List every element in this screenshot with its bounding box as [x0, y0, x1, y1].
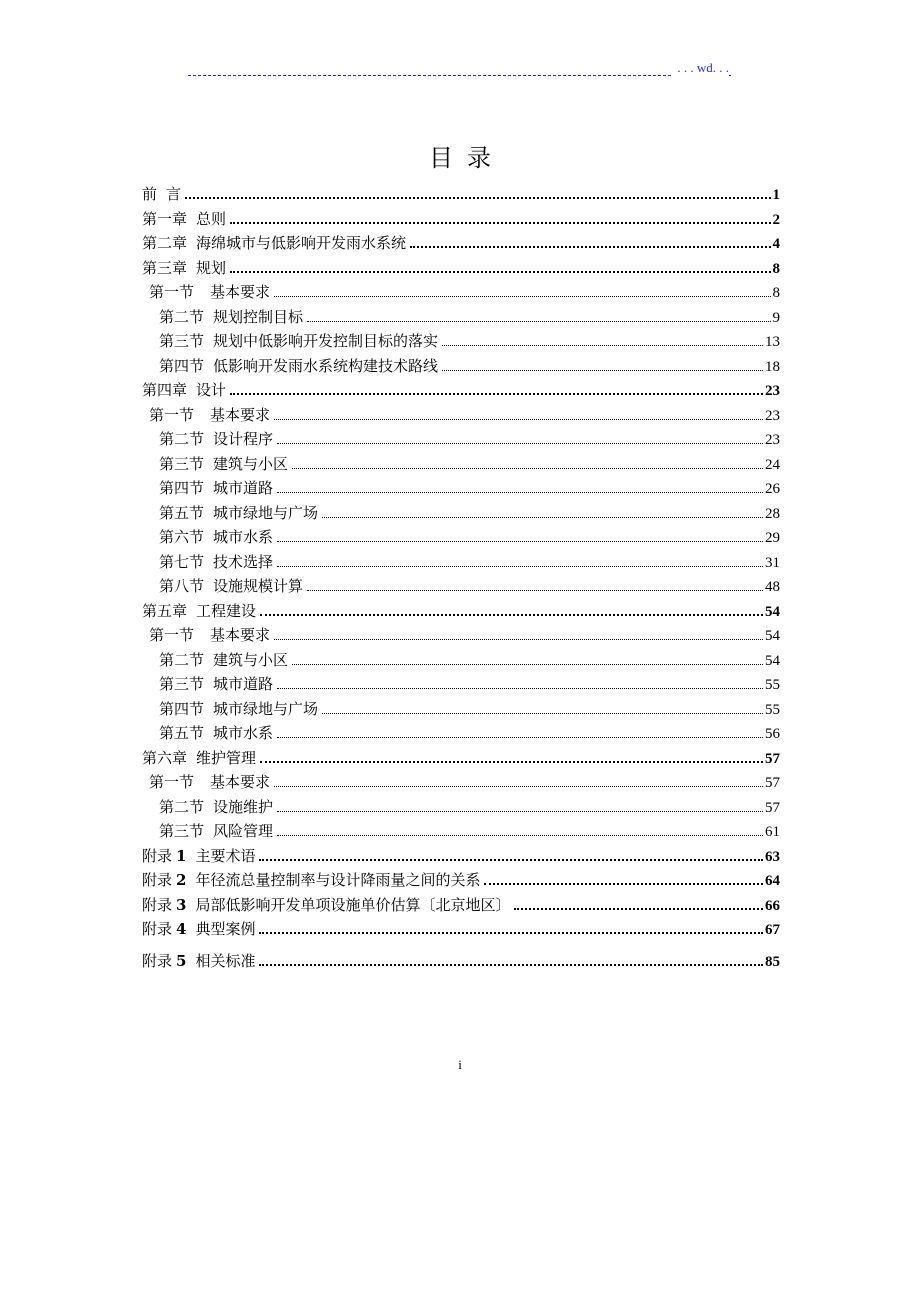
toc-entry[interactable]	[142, 893, 780, 918]
toc-entry-title: 城市道路	[213, 479, 274, 497]
toc-leader-dots	[277, 532, 763, 542]
toc-entry-prefix: 第四节	[159, 699, 205, 718]
toc-entry[interactable]	[142, 305, 780, 330]
toc-entry-page: 54	[765, 603, 780, 620]
toc-entry-page: 8	[772, 260, 780, 277]
toc-leader-dots	[230, 214, 770, 224]
toc-entry-prefix: 第二节	[159, 430, 205, 448]
toc-leader-dots	[277, 434, 763, 444]
toc-entry-page: 9	[772, 309, 780, 326]
toc-entry-title: 年径流总量控制率与设计降雨量之间的关系	[195, 871, 481, 889]
toc-entry-page: 55	[765, 701, 780, 718]
toc-entry[interactable]	[142, 280, 780, 305]
toc-entry-page: 61	[765, 824, 780, 840]
toc-entry-prefix: 第三节	[159, 454, 205, 473]
toc-entry-title: 相关标准	[195, 951, 256, 970]
toc-entry-page: 57	[765, 775, 780, 791]
toc-entry-label	[149, 770, 270, 795]
toc-entry-page: 4	[772, 236, 780, 252]
toc-entry-label	[142, 599, 256, 624]
toc-entry-label	[142, 746, 256, 771]
toc-entry[interactable]	[142, 329, 780, 354]
toc-entry-prefix: 第一节	[149, 773, 195, 791]
toc-entry-label	[159, 648, 288, 673]
toc-entry-title: 设计程序	[213, 430, 274, 448]
page-number: i	[458, 1057, 462, 1072]
toc-entry-prefix: 第一章	[142, 209, 188, 228]
toc-entry-prefix: 第二节	[159, 650, 205, 669]
toc-entry-prefix: 附录	[142, 846, 173, 865]
toc-entry-prefix: 第八节	[159, 577, 205, 595]
toc-entry[interactable]	[142, 599, 780, 624]
toc-leader-dots	[230, 385, 763, 395]
toc-entry[interactable]	[142, 476, 780, 501]
toc-entry-label	[159, 697, 318, 722]
toc-entry-label	[159, 427, 273, 452]
toc-entry-title: 建筑与小区	[213, 650, 289, 669]
toc-entry-page: 28	[765, 505, 780, 522]
toc-entry-page: 23	[765, 432, 780, 448]
toc-entry-page: 48	[765, 579, 780, 595]
toc-entry-title: 总则	[196, 209, 227, 228]
toc-leader-dots	[442, 336, 763, 346]
toc-entry-title: 城市绿地与广场	[213, 699, 319, 718]
toc-entry-title: 基本要求	[210, 626, 271, 644]
toc-entry[interactable]	[142, 574, 780, 599]
toc-entry-title: 基本要求	[210, 405, 271, 424]
toc-leader-dots	[277, 679, 763, 689]
toc-entry[interactable]	[142, 207, 780, 232]
toc-leader-dots	[274, 410, 763, 420]
toc-leader-dots	[259, 924, 763, 934]
toc-leader-dots	[410, 238, 770, 248]
toc-entry-label	[149, 403, 270, 428]
toc-entry-prefix: 第三章	[142, 258, 188, 277]
toc-entry-prefix: 第四节	[159, 356, 205, 375]
page-header	[188, 60, 731, 80]
toc-leader-dots	[292, 459, 763, 469]
toc-leader-dots	[260, 753, 763, 763]
toc-leader-dots	[274, 777, 763, 787]
toc-entry[interactable]	[142, 746, 780, 771]
toc-leader-dots	[277, 826, 763, 836]
toc-entry-page: 64	[765, 873, 780, 889]
toc-entry-page: 85	[765, 953, 780, 970]
table-of-contents	[142, 182, 780, 973]
toc-entry-page: 54	[765, 652, 780, 669]
toc-entry-prefix: 附录	[142, 871, 173, 889]
toc-entry-number: 1	[176, 846, 187, 865]
toc-entry-page: 57	[765, 799, 780, 816]
toc-entry-label	[142, 231, 406, 256]
toc-entry[interactable]	[142, 819, 780, 844]
toc-entry-title: 城市绿地与广场	[213, 503, 319, 522]
toc-entry[interactable]	[142, 378, 780, 403]
toc-leader-dots	[292, 655, 763, 665]
toc-entry-page: 26	[765, 481, 780, 497]
toc-entry-label	[142, 917, 255, 942]
toc-entry-page: 55	[765, 677, 780, 693]
toc-entry-prefix: 前	[142, 185, 158, 203]
toc-entry-label	[142, 868, 480, 893]
toc-entry-prefix: 第六章	[142, 748, 188, 767]
toc-entry-title: 城市水系	[213, 528, 274, 546]
toc-entry-label	[142, 378, 226, 403]
toc-entry-label	[159, 672, 273, 697]
toc-entry-label	[159, 305, 303, 330]
toc-entry-title: 技术选择	[213, 552, 274, 571]
toc-entry-prefix: 第三节	[159, 332, 205, 350]
toc-entry-label	[159, 550, 273, 575]
toc-entry-number: 5	[176, 951, 187, 970]
toc-entry-title: 风险管理	[213, 822, 274, 840]
toc-entry[interactable]	[142, 354, 780, 379]
toc-entry[interactable]	[142, 525, 780, 550]
toc-entry-label	[142, 207, 226, 232]
toc-entry[interactable]	[142, 697, 780, 722]
toc-entry-title: 城市水系	[213, 724, 274, 742]
toc-entry-title: 基本要求	[210, 283, 271, 301]
toc-entry[interactable]	[142, 721, 780, 746]
toc-leader-dots	[259, 851, 763, 861]
toc-entry-page: 54	[765, 628, 780, 644]
toc-entry-prefix: 第二章	[142, 234, 188, 252]
toc-entry[interactable]	[142, 917, 780, 942]
toc-entry-prefix: 第七节	[159, 552, 205, 571]
toc-entry-prefix: 第一节	[149, 283, 195, 301]
toc-entry-label	[159, 795, 273, 820]
toc-entry-prefix: 第三节	[159, 822, 205, 840]
toc-entry-prefix: 第六节	[159, 528, 205, 546]
header-text: . . . wd. . .	[673, 60, 729, 76]
toc-leader-dots	[322, 704, 763, 714]
toc-entry-page: 66	[765, 897, 780, 914]
toc-leader-dots	[230, 263, 770, 273]
toc-entry-prefix: 附录	[142, 920, 173, 938]
toc-entry[interactable]	[142, 672, 780, 697]
toc-entry[interactable]	[142, 452, 780, 477]
toc-entry-title: 城市道路	[213, 675, 274, 693]
toc-entry-page: 29	[765, 530, 780, 546]
toc-entry-title: 基本要求	[210, 773, 271, 791]
toc-entry-title: 规划控制目标	[213, 307, 304, 326]
toc-entry-title: 规划	[196, 258, 227, 277]
toc-entry-page: 56	[765, 726, 780, 742]
toc-entry-page: 18	[765, 358, 780, 375]
toc-entry[interactable]	[142, 231, 780, 256]
toc-entry-page: 63	[765, 848, 780, 865]
toc-entry[interactable]	[142, 427, 780, 452]
toc-entry-title: 设施维护	[213, 797, 274, 816]
toc-entry-page: 2	[772, 211, 780, 228]
toc-leader-dots	[307, 312, 770, 322]
toc-entry-label	[149, 280, 270, 305]
toc-entry[interactable]	[142, 949, 780, 974]
toc-entry[interactable]	[142, 182, 780, 207]
toc-entry-prefix: 第五节	[159, 503, 205, 522]
toc-entry[interactable]	[142, 844, 780, 869]
toc-leader-dots	[274, 287, 770, 297]
toc-entry-title: 主要术语	[195, 846, 256, 865]
toc-entry[interactable]	[142, 256, 780, 281]
toc-entry-label	[142, 893, 510, 918]
toc-leader-dots	[259, 956, 763, 966]
toc-entry-number: 2	[176, 871, 187, 889]
toc-entry-number: 4	[176, 920, 187, 938]
toc-entry-label	[159, 501, 318, 526]
header-dashed-rule	[188, 75, 731, 76]
toc-leader-dots	[185, 189, 770, 199]
toc-entry-page: 23	[765, 407, 780, 424]
toc-leader-dots	[307, 581, 763, 591]
toc-leader-dots	[277, 802, 763, 812]
toc-entry-prefix: 第五章	[142, 601, 188, 620]
toc-entry-prefix: 第三节	[159, 675, 205, 693]
toc-entry-title: 设计	[196, 381, 227, 399]
toc-entry-title: 建筑与小区	[213, 454, 289, 473]
toc-entry-title: 工程建设	[196, 601, 257, 620]
toc-leader-dots	[277, 728, 763, 738]
toc-entry-label	[159, 574, 303, 599]
toc-entry-page: 1	[772, 187, 780, 203]
toc-entry-number: 3	[176, 895, 187, 914]
toc-entry-prefix: 第五节	[159, 724, 205, 742]
toc-entry-title: 海绵城市与低影响开发雨水系统	[196, 234, 407, 252]
toc-entry-label	[142, 844, 255, 869]
toc-entry-page: 67	[765, 922, 780, 938]
toc-entry-title: 局部低影响开发单项设施单价估算〔北京地区〕	[195, 895, 511, 914]
toc-entry-prefix: 附录	[142, 895, 173, 914]
toc-entry[interactable]	[142, 770, 780, 795]
toc-entry[interactable]	[142, 403, 780, 428]
toc-leader-dots	[442, 361, 763, 371]
toc-entry-page: 8	[772, 285, 780, 301]
toc-entry[interactable]	[142, 868, 780, 893]
toc-entry-prefix: 第一节	[149, 626, 195, 644]
toc-entry-title: 言	[166, 185, 182, 203]
toc-entry-label	[142, 182, 181, 207]
toc-entry[interactable]	[142, 501, 780, 526]
toc-entry-label	[159, 819, 273, 844]
toc-entry-prefix: 第二节	[159, 307, 205, 326]
toc-entry-page: 57	[765, 750, 780, 767]
toc-entry-title: 规划中低影响开发控制目标的落实	[213, 332, 439, 350]
toc-entry-label	[159, 329, 438, 354]
toc-entry-title: 低影响开发雨水系统构建技术路线	[213, 356, 439, 375]
toc-entry-label	[149, 623, 270, 648]
toc-leader-dots	[484, 875, 763, 885]
toc-entry-title: 设施规模计算	[213, 577, 304, 595]
toc-entry[interactable]	[142, 648, 780, 673]
toc-entry-prefix: 第二节	[159, 797, 205, 816]
toc-title: 目录	[429, 144, 505, 172]
toc-entry-prefix: 附录	[142, 951, 173, 970]
toc-leader-dots	[277, 557, 763, 567]
toc-entry-label	[159, 354, 438, 379]
toc-leader-dots	[274, 630, 763, 640]
toc-entry[interactable]	[142, 623, 780, 648]
toc-entry-label	[159, 525, 273, 550]
toc-entry-title: 典型案例	[195, 920, 256, 938]
toc-leader-dots	[260, 606, 763, 616]
toc-entry[interactable]	[142, 550, 780, 575]
toc-leader-dots	[514, 900, 763, 910]
toc-entry-page: 31	[765, 554, 780, 571]
toc-entry-page: 24	[765, 456, 780, 473]
toc-entry-label	[159, 452, 288, 477]
toc-leader-dots	[277, 483, 763, 493]
toc-leader-dots	[322, 508, 763, 518]
toc-entry-label	[142, 256, 226, 281]
toc-entry-title: 维护管理	[196, 748, 257, 767]
toc-entry-page: 13	[765, 334, 780, 350]
toc-entry-label	[159, 721, 273, 746]
toc-entry[interactable]	[142, 795, 780, 820]
toc-entry-page: 23	[765, 383, 780, 399]
toc-entry-prefix: 第四节	[159, 479, 205, 497]
toc-entry-label	[159, 476, 273, 501]
toc-entry-prefix: 第四章	[142, 381, 188, 399]
toc-entry-label	[142, 949, 255, 974]
toc-entry-prefix: 第一节	[149, 405, 195, 424]
